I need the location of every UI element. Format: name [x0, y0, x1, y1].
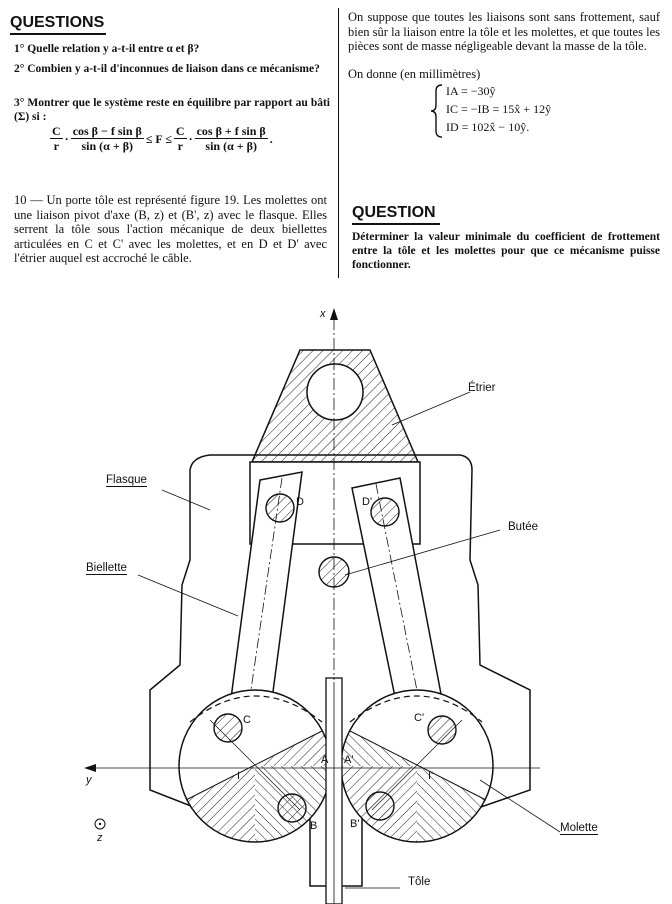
point-a: A — [321, 754, 329, 766]
axis-x-label: x — [320, 308, 326, 320]
label-butee: Butée — [508, 521, 539, 533]
pin-d — [266, 494, 294, 522]
cable-hole — [307, 364, 363, 420]
equation-ic: IC = −IB = 15x̂ + 12ŷ — [446, 102, 552, 116]
label-etrier: Étrier — [468, 382, 496, 394]
point-dp: D' — [362, 496, 373, 508]
point-b: B — [310, 820, 318, 832]
vector-system — [430, 84, 570, 138]
fraction-c-over-r-left: $\frac{C}{r}$ — [52, 124, 61, 153]
given-text: On donne (en millimètres) — [348, 67, 481, 81]
question-heading: QUESTION — [352, 204, 436, 221]
point-c: C — [243, 714, 251, 726]
label-tole: Tôle — [408, 876, 431, 888]
fraction-lhs: $\frac{\text{cos β − f sin β}}{\sin (\alpha + \beta)}$ — [72, 124, 142, 153]
point-ap: A' — [344, 754, 354, 766]
figure-19 — [0, 290, 672, 904]
axis-y-label: y — [86, 774, 92, 786]
point-cp: C' — [414, 712, 425, 724]
point-i: I — [237, 770, 241, 782]
questions-heading: QUESTIONS — [10, 14, 105, 31]
label-molette: Molette — [560, 822, 598, 834]
column-divider — [338, 8, 339, 278]
point-ip: I' — [428, 770, 434, 782]
inequality: ≤ F ≤ — [145, 131, 172, 146]
point-bp: B' — [350, 818, 360, 830]
heading-underline — [10, 33, 106, 35]
label-flasque: Flasque — [106, 474, 147, 486]
axis-z-label: z — [97, 832, 103, 844]
fraction-c-over-r-right: $\frac{C}{r}$ — [175, 124, 185, 153]
leader-etrier — [392, 392, 470, 425]
question-1: 1° Quelle relation y a-t-il entre α et β? — [14, 43, 200, 55]
equation-id: ID = 102x̂ − 10ŷ. — [446, 120, 530, 134]
label-biellette: Biellette — [86, 562, 127, 574]
equation-ia: IA = −30ŷ — [446, 84, 496, 98]
problem-10-text: 10 — Un porte tôle est représenté figure 19. Les molettes ont une liaison pivot d'axe (B, z) et (B', z) avec le flasque. Elles serrent la tôle sous l'action mécanique de deux biellettes articulées en C et C' avec les molettes, et en D et D' avec l'étrier auquel est accroché le câble. — [14, 193, 327, 265]
question-3: 3° Montrer que le système reste en équilibre par rapport au bâti (Σ) si : — [14, 97, 330, 123]
pin-bp — [366, 792, 394, 820]
question-2: 2° Combien y a-t-il d'inconnues de liaison dans ce mécanisme? — [14, 63, 320, 75]
y-axis-arrow-icon — [84, 764, 96, 772]
molette-left — [179, 690, 331, 842]
question-heading-underline — [352, 223, 440, 225]
fraction-rhs: $\frac{\text{cos β + f sin β}}{\sin (\alpha + \beta)}$ — [196, 124, 266, 153]
pin-dp — [371, 498, 399, 526]
brace-icon — [430, 84, 446, 138]
pin-b — [278, 794, 306, 822]
equilibrium-formula: $\frac{C}{r}$ · $\frac{\text{cos β − f sin β}}{\sin (\alpha + \beta)}$ ≤ F ≤ $\frac{C}{r}$ · $\frac{\text{cos β + f sin β}}{\sin (\alpha + \beta)}$ . — [52, 124, 273, 153]
question-text: Déterminer la valeur minimale du coefficient de frottement entre la tôle et les molettes pour que ce mécanisme puisse fonctionner. — [352, 231, 660, 271]
point-d: D — [296, 496, 304, 508]
x-axis-arrow-icon — [330, 308, 338, 320]
assumptions-text: On suppose que toutes les liaisons sont sans frottement, sauf bien sûr la liaison entre la tôle et les molettes, et que toutes les pièces sont de masse négligeable devant la masse de la tôle. — [348, 10, 660, 53]
